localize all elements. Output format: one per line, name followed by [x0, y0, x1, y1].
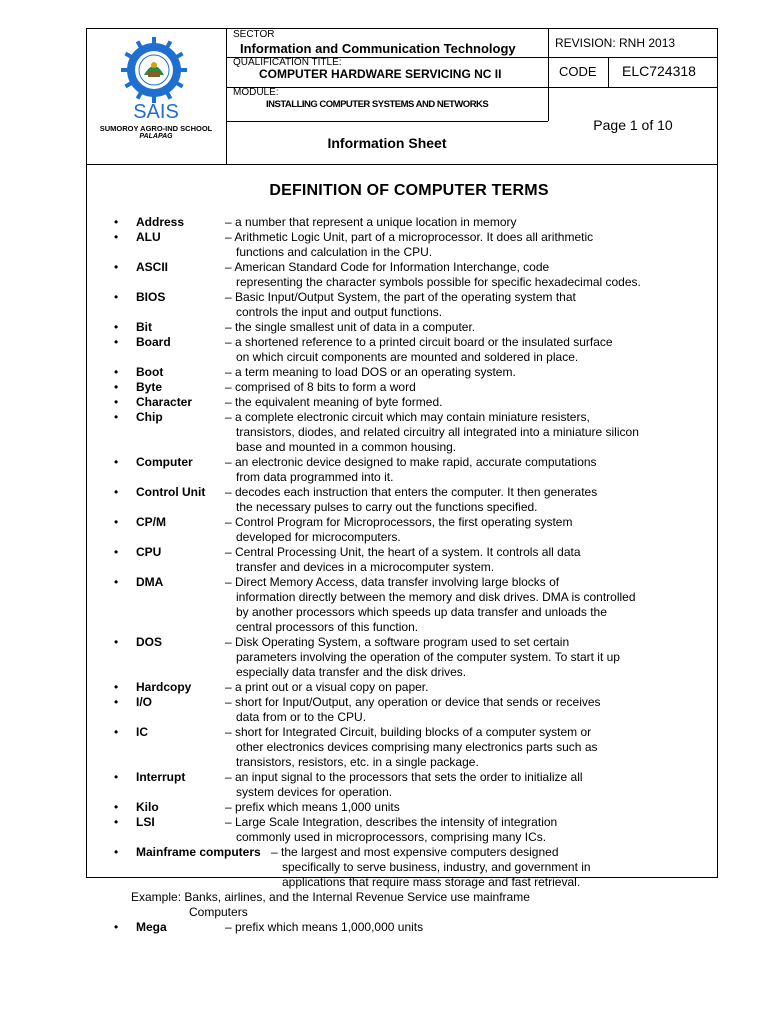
term-name: Mainframe computers — [136, 845, 261, 859]
bullet-icon: • — [114, 230, 119, 244]
term-definition — [225, 920, 645, 935]
term-definition — [225, 635, 645, 680]
term-definition-first: – an input signal to the processors that sets the order to initialize all — [225, 770, 583, 784]
term-definition-first: – the single smallest unit of data in a computer. — [225, 320, 476, 334]
term-name: Kilo — [136, 800, 159, 814]
term-definition — [225, 485, 645, 515]
term-name: Mega — [136, 920, 167, 934]
term-item — [0, 725, 768, 770]
term-definition — [225, 455, 645, 485]
term-name: DMA — [136, 575, 164, 589]
term-name: Character — [136, 395, 193, 409]
terms-list — [0, 215, 768, 935]
term-definition-first: – a shortened reference to a printed circuit board or the insulated surface — [225, 335, 613, 349]
bullet-icon: • — [114, 575, 119, 589]
term-item — [0, 515, 768, 545]
term-item — [0, 260, 768, 290]
term-name: Boot — [136, 365, 164, 379]
term-definition — [225, 395, 645, 410]
term-definition-first: – short for Input/Output, any operation or device that sends or receives — [225, 695, 601, 709]
term-definition — [225, 800, 645, 815]
qualification-value: COMPUTER HARDWARE SERVICING NC II — [259, 67, 502, 81]
term-name: Byte — [136, 380, 163, 394]
example-rest: Computers — [189, 905, 248, 919]
code-label: CODE — [559, 64, 597, 79]
term-definition — [225, 680, 645, 695]
term-definition-first: – a term meaning to load DOS or an operating system. — [225, 365, 516, 379]
bullet-icon: • — [114, 455, 119, 469]
term-name: Hardcopy — [136, 680, 192, 694]
term-definition-rest: parameters involving the operation of the computer system. To start it up especially data transfer and the disk drives. — [236, 650, 620, 679]
term-definition-rest: developed for microcomputers. — [236, 530, 401, 544]
term-item — [0, 290, 768, 320]
term-item — [0, 575, 768, 635]
bullet-icon: • — [114, 770, 119, 784]
header-divider-right — [548, 28, 549, 121]
header-bottom-rule — [86, 164, 718, 165]
term-name: IC — [136, 725, 148, 739]
school-logo — [115, 35, 193, 105]
bullet-icon: • — [114, 800, 119, 814]
sector-label: SECTOR — [233, 29, 275, 40]
bullet-icon: • — [114, 725, 119, 739]
term-definition-first: – a print out or a visual copy on paper. — [225, 680, 429, 694]
term-definition-first: – prefix which means 1,000 units — [225, 800, 400, 814]
term-name: CPU — [136, 545, 162, 559]
example-first: Example: Banks, airlines, and the Internal Revenue Service use mainframe — [131, 890, 530, 904]
term-definition-rest: information directly between the memory and disk drives. DMA is controlled by another processors which speeds up data transfer and unloads the central processors of this function. — [236, 590, 636, 634]
bullet-icon: • — [114, 380, 119, 394]
term-definition — [225, 380, 645, 395]
term-name: Computer — [136, 455, 193, 469]
term-definition-first: – a complete electronic circuit which may contain miniature resisters, — [225, 410, 590, 424]
term-item — [0, 695, 768, 725]
bullet-icon: • — [114, 410, 119, 424]
term-definition-rest: specifically to serve business, industry, and government in applications that require mass storage and fast retrieval. — [282, 860, 591, 889]
term-item — [0, 545, 768, 575]
term-definition — [225, 290, 645, 320]
bullet-icon: • — [114, 515, 119, 529]
term-item — [0, 410, 768, 455]
sheet-type: Information Sheet — [327, 135, 447, 151]
term-name: Interrupt — [136, 770, 186, 784]
term-name: Address — [136, 215, 185, 229]
term-name: BIOS — [136, 290, 166, 304]
term-name: CP/M — [136, 515, 166, 529]
term-definition — [225, 320, 645, 335]
term-item — [0, 455, 768, 485]
term-definition — [225, 215, 645, 230]
term-definition — [225, 815, 645, 845]
header-rule-2b — [548, 87, 718, 88]
term-definition-rest: from data programmed into it. — [236, 470, 394, 484]
term-definition-first: – Disk Operating System, a software program used to set certain — [225, 635, 570, 649]
term-definition-rest: other electronics devices comprising many electronics parts such as transistors, resistors, etc. in a single package. — [236, 740, 598, 769]
term-definition-first: – the largest and most expensive computers designed — [271, 845, 559, 859]
bullet-icon: • — [114, 680, 119, 694]
bullet-icon: • — [114, 395, 119, 409]
term-item — [0, 920, 768, 935]
bullet-icon: • — [114, 695, 119, 709]
term-definition-first: – Control Program for Microprocessors, the first operating system — [225, 515, 573, 529]
term-definition — [225, 410, 645, 455]
bullet-icon: • — [114, 845, 119, 859]
term-definition-first: – Basic Input/Output System, the part of the operating system that — [225, 290, 576, 304]
example-note — [0, 890, 768, 920]
qualification-label: QUALIFICATION TITLE: — [233, 57, 342, 68]
bullet-icon: • — [114, 290, 119, 304]
school-place: PALAPAG — [139, 133, 173, 140]
term-definition-rest: functions and calculation in the CPU. — [236, 245, 433, 259]
term-definition-rest: data from or to the CPU. — [236, 710, 367, 724]
code-divider — [608, 57, 609, 87]
term-definition-rest: representing the character symbols possible for specific hexadecimal codes. — [236, 275, 641, 289]
term-definition-first: – Arithmetic Logic Unit, part of a microprocessor. It does all arithmetic — [225, 230, 594, 244]
bullet-icon: • — [114, 260, 119, 274]
term-item — [0, 680, 768, 695]
term-item — [0, 845, 768, 890]
revision: REVISION: RNH 2013 — [555, 36, 676, 50]
module-label: MODULE: — [233, 87, 279, 98]
term-definition-first: – comprised of 8 bits to form a word — [225, 380, 416, 394]
term-name: Control Unit — [136, 485, 206, 499]
term-item — [0, 335, 768, 365]
bullet-icon: • — [114, 920, 119, 934]
bullet-icon: • — [114, 365, 119, 379]
term-item — [0, 635, 768, 680]
term-definition-first: – an electronic device designed to make rapid, accurate computations — [225, 455, 597, 469]
term-definition-rest: transistors, diodes, and related circuitry all integrated into a miniature silicon base and mounted in a common housing. — [236, 425, 639, 454]
term-definition — [225, 365, 645, 380]
bullet-icon: • — [114, 545, 119, 559]
term-definition — [225, 515, 645, 545]
term-definition-rest: the necessary pulses to carry out the functions specified. — [236, 500, 538, 514]
term-definition-rest: system devices for operation. — [236, 785, 393, 799]
school-name: SUMOROY AGRO-IND SCHOOL — [99, 124, 213, 133]
term-definition — [225, 575, 645, 635]
term-definition-rest: on which circuit components are mounted and soldered in place. — [236, 350, 579, 364]
term-name: I/O — [136, 695, 153, 709]
term-definition-first: – a number that represent a unique location in memory — [225, 215, 517, 229]
term-definition-rest: transfer and devices in a microcomputer system. — [236, 560, 495, 574]
code-value: ELC724318 — [622, 63, 696, 79]
bullet-icon: • — [114, 320, 119, 334]
term-definition-first: – short for Integrated Circuit, building blocks of a computer system or — [225, 725, 592, 739]
term-item — [0, 815, 768, 845]
sector-value: Information and Communication Technology — [240, 41, 516, 56]
term-item — [0, 800, 768, 815]
bullet-icon: • — [114, 215, 119, 229]
term-definition — [225, 770, 645, 800]
term-definition — [225, 260, 645, 290]
bullet-icon: • — [114, 815, 119, 829]
term-definition-first: – Large Scale Integration, describes the intensity of integration — [225, 815, 558, 829]
term-name: Bit — [136, 320, 152, 334]
page-number: Page 1 of 10 — [593, 117, 673, 133]
term-name: ALU — [136, 230, 161, 244]
term-definition — [225, 545, 645, 575]
term-definition — [225, 695, 645, 725]
bullet-icon: • — [114, 335, 119, 349]
term-definition — [225, 725, 645, 770]
document-title: DEFINITION OF COMPUTER TERMS — [269, 182, 549, 199]
module-value: INSTALLING COMPUTER SYSTEMS AND NETWORKS — [266, 99, 489, 110]
term-definition-rest: controls the input and output functions. — [236, 305, 443, 319]
term-name: ASCII — [136, 260, 169, 274]
term-item — [0, 215, 768, 230]
term-definition — [225, 230, 645, 260]
term-definition-rest: commonly used in microprocessors, comprising many ICs. — [236, 830, 547, 844]
bullet-icon: • — [114, 485, 119, 499]
term-item — [0, 395, 768, 410]
school-abbreviation: SAIS — [133, 101, 179, 123]
term-item — [0, 320, 768, 335]
term-name: Board — [136, 335, 171, 349]
term-item — [0, 380, 768, 395]
term-name: LSI — [136, 815, 155, 829]
term-definition-first: – Central Processing Unit, the heart of a system. It controls all data — [225, 545, 581, 559]
term-definition — [225, 335, 645, 365]
term-item — [0, 770, 768, 800]
term-name: Chip — [136, 410, 163, 424]
bullet-icon: • — [114, 635, 119, 649]
header-rule-3 — [226, 121, 548, 122]
term-definition — [271, 845, 641, 890]
term-definition-first: – prefix which means 1,000,000 units — [225, 920, 424, 934]
term-definition-first: – decodes each instruction that enters the computer. It then generates — [225, 485, 598, 499]
term-item — [0, 230, 768, 260]
term-item — [0, 485, 768, 515]
term-definition-first: – the equivalent meaning of byte formed. — [225, 395, 443, 409]
term-definition-first: – Direct Memory Access, data transfer involving large blocks of — [225, 575, 560, 589]
term-name: DOS — [136, 635, 163, 649]
term-item — [0, 365, 768, 380]
term-definition-first: – American Standard Code for Information Interchange, code — [225, 260, 550, 274]
